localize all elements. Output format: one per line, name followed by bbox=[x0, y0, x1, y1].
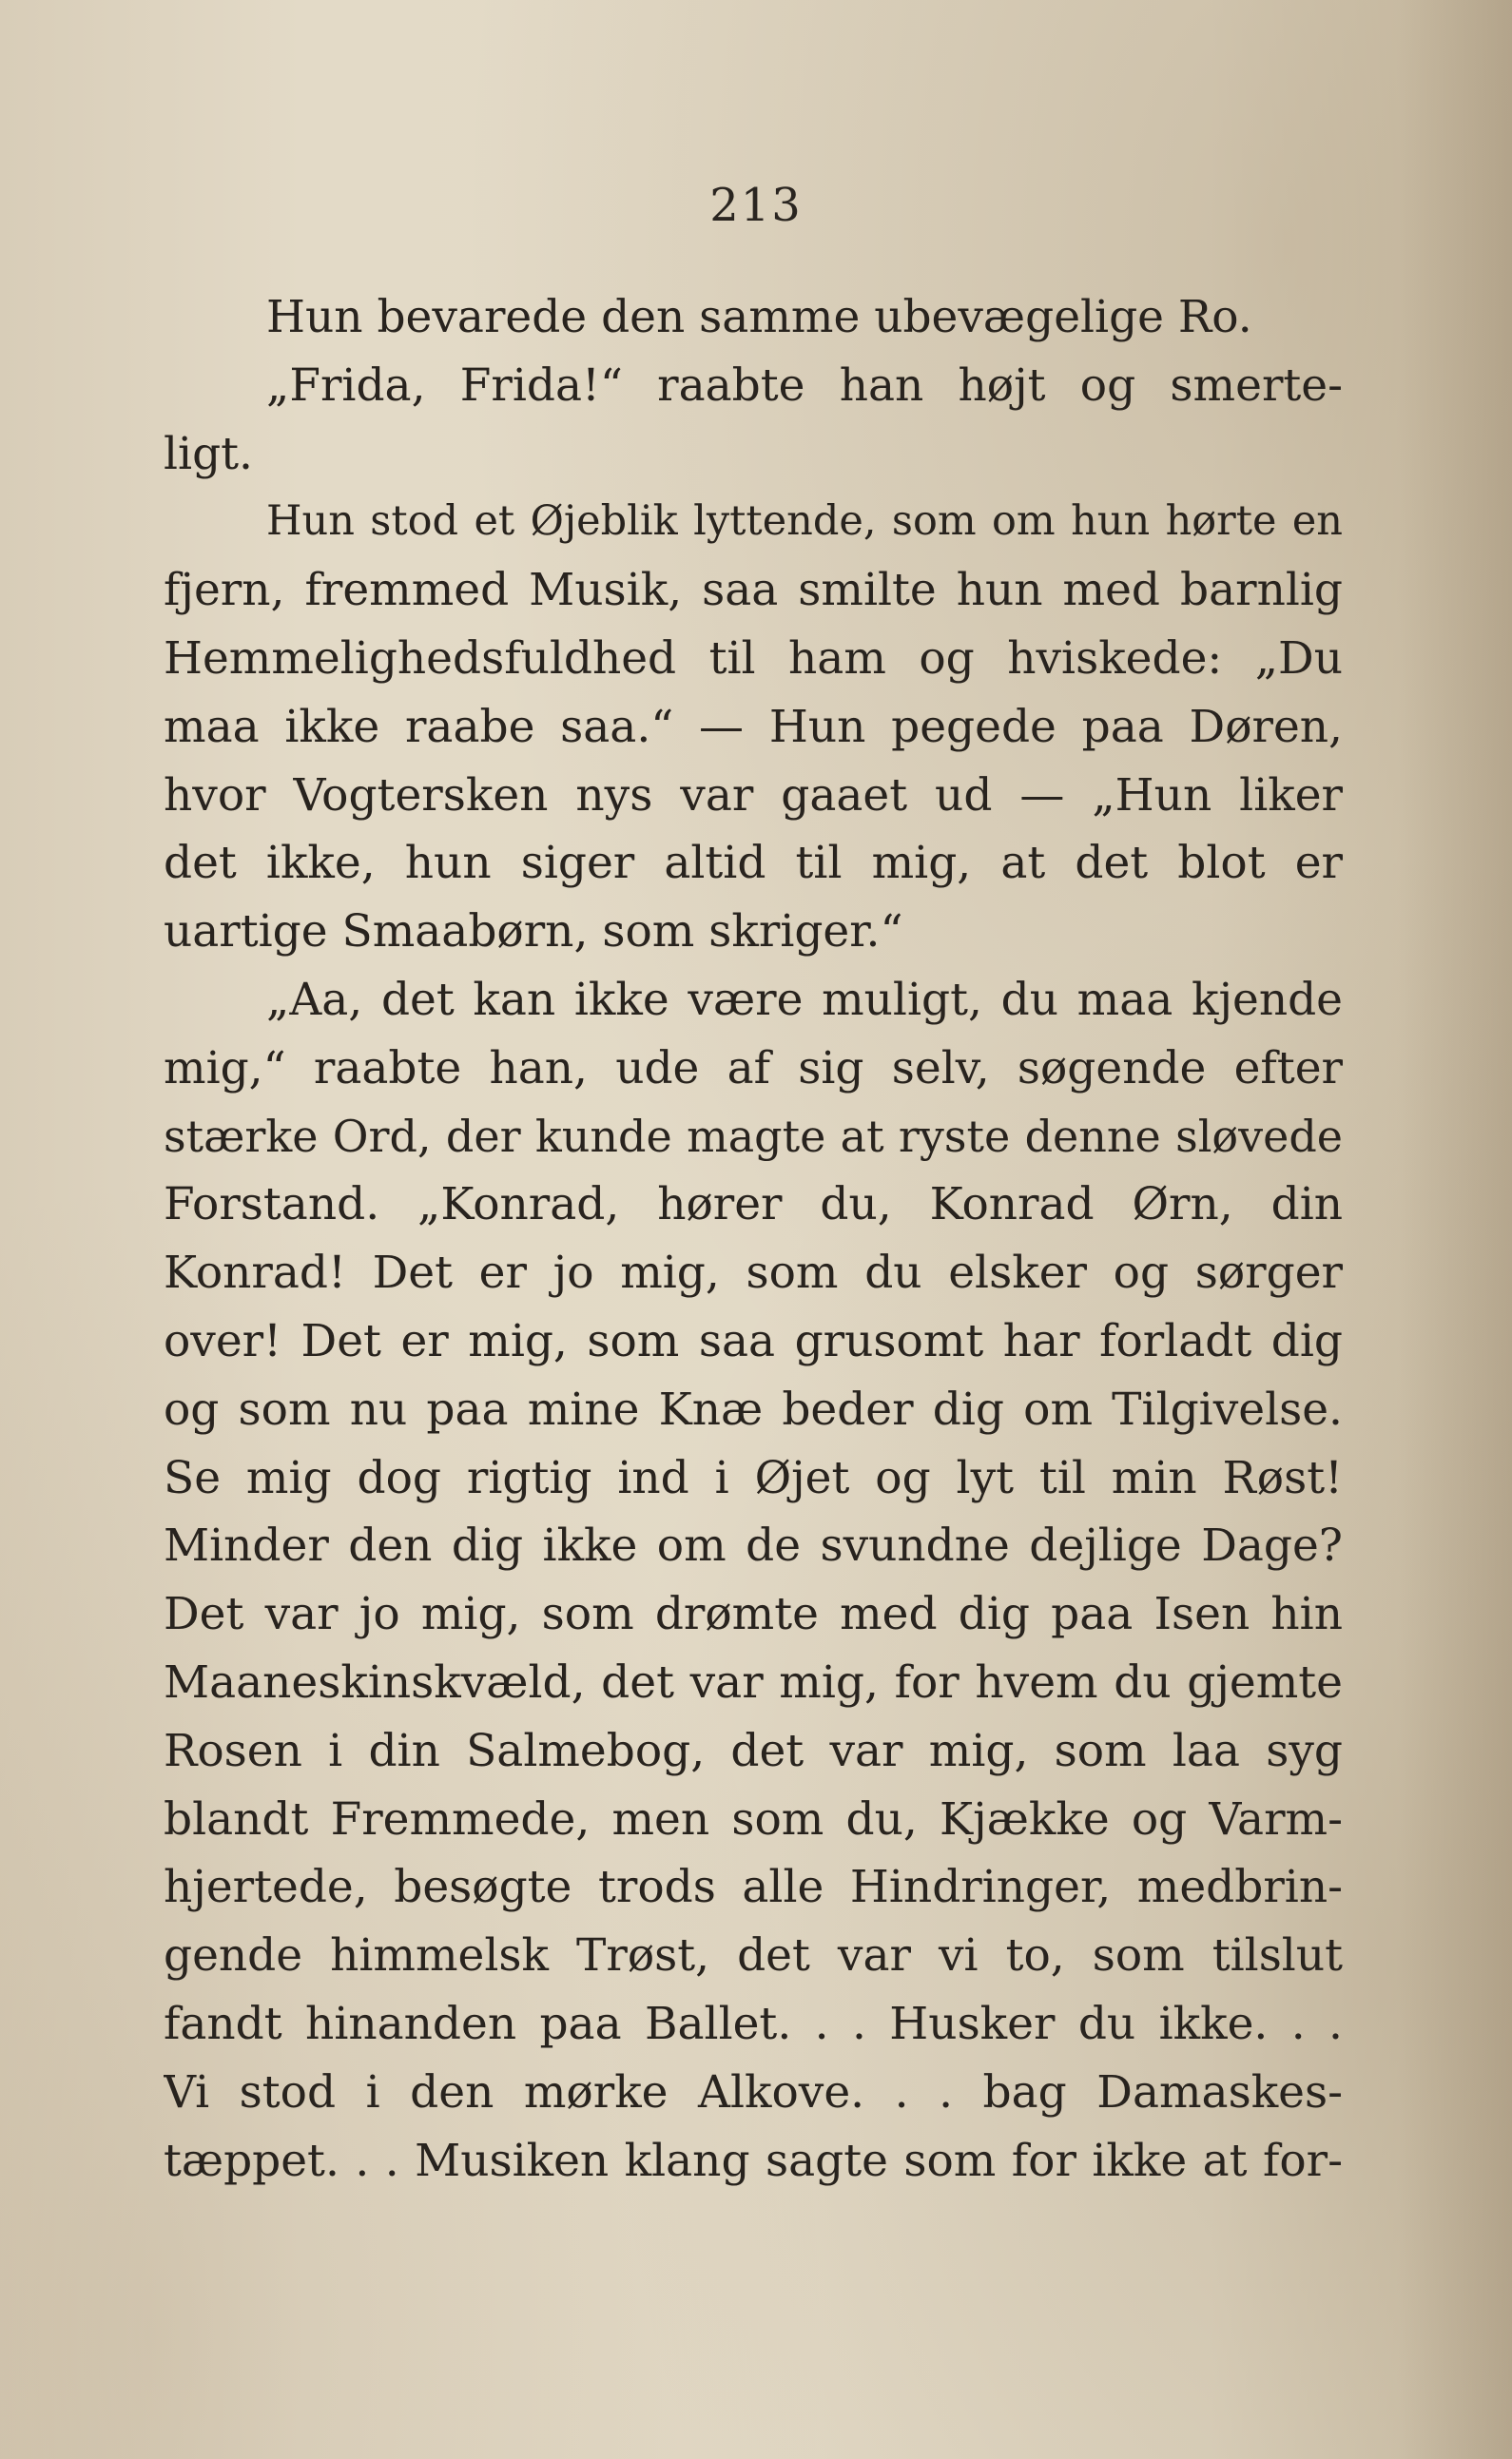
text-line: blandt Fremmede, men som du, Kjække og Varm- bbox=[164, 1792, 1343, 1846]
text-line: mig,“ raabte han, ude af sig selv, søgende efter bbox=[164, 1041, 1343, 1094]
text-line: Hun bevarede den samme ubevægelige Ro. bbox=[266, 291, 1252, 343]
text-line: Se mig dog rigtig ind i Øjet og lyt til min Røst! bbox=[164, 1451, 1343, 1504]
text-line: Hun stod et Øjeblik lyttende, som om hun hørte en bbox=[266, 497, 1343, 546]
text-line: fjern, fremmed Musik, saa smilte hun med barnlig bbox=[164, 564, 1343, 617]
text-line: Rosen i din Salmebog, det var mig, som laa syg bbox=[164, 1724, 1343, 1777]
text-line: Minder den dig ikke om de svundne dejlige Dage? bbox=[164, 1520, 1343, 1573]
text-line: hvor Vogtersken nys var gaaet ud — „Hun liker bbox=[164, 768, 1343, 822]
text-line: ligt. bbox=[164, 427, 253, 480]
text-line: og som nu paa mine Knæ beder dig om Tilgivelse. bbox=[164, 1383, 1343, 1436]
text-line: „Frida, Frida!“ raabte han højt og smerte- bbox=[266, 358, 1343, 412]
text-line: over! Det er mig, som saa grusomt har forladt dig bbox=[164, 1314, 1343, 1367]
text-line: fandt hinanden paa Ballet. . . Husker du ikke. . . bbox=[164, 1997, 1343, 2050]
body-text bbox=[164, 283, 1343, 2195]
text-line: hjertede, besøgte trods alle Hindringer, medbrin- bbox=[164, 1861, 1343, 1914]
text-line: Maaneskinskvæld, det var mig, for hvem du gjemte bbox=[164, 1655, 1343, 1709]
text-line: Forstand. „Konrad, hører du, Konrad Ørn, din bbox=[164, 1178, 1343, 1231]
text-line: tæppet. . . Musiken klang sagte som for ikke at for- bbox=[164, 2134, 1343, 2187]
text-line: Konrad! Det er jo mig, som du elsker og sørger bbox=[164, 1247, 1343, 1300]
text-line: uartige Smaabørn, som skriger.“ bbox=[164, 905, 903, 958]
text-line: Det var jo mig, som drømte med dig paa Isen hin bbox=[164, 1588, 1343, 1641]
text-line: Vi stod i den mørke Alkove. . . bag Damaskes- bbox=[164, 2065, 1343, 2119]
text-line: det ikke, hun siger altid til mig, at det blot er bbox=[164, 837, 1343, 890]
text-line: maa ikke raabe saa.“ — Hun pegede paa Døren, bbox=[164, 700, 1343, 753]
page-edge-shadow bbox=[1398, 0, 1512, 2459]
text-line: „Aa, det kan ikke være muligt, du maa kjende bbox=[266, 973, 1343, 1026]
page-number: 213 bbox=[709, 179, 803, 232]
text-line: stærke Ord, der kunde magte at ryste denne sløvede bbox=[164, 1110, 1343, 1162]
text-line: gende himmelsk Trøst, det var vi to, som tilslut bbox=[164, 1929, 1343, 1983]
text-line: Hemmelighedsfuldhed til ham og hviskede: „Du bbox=[164, 631, 1343, 685]
